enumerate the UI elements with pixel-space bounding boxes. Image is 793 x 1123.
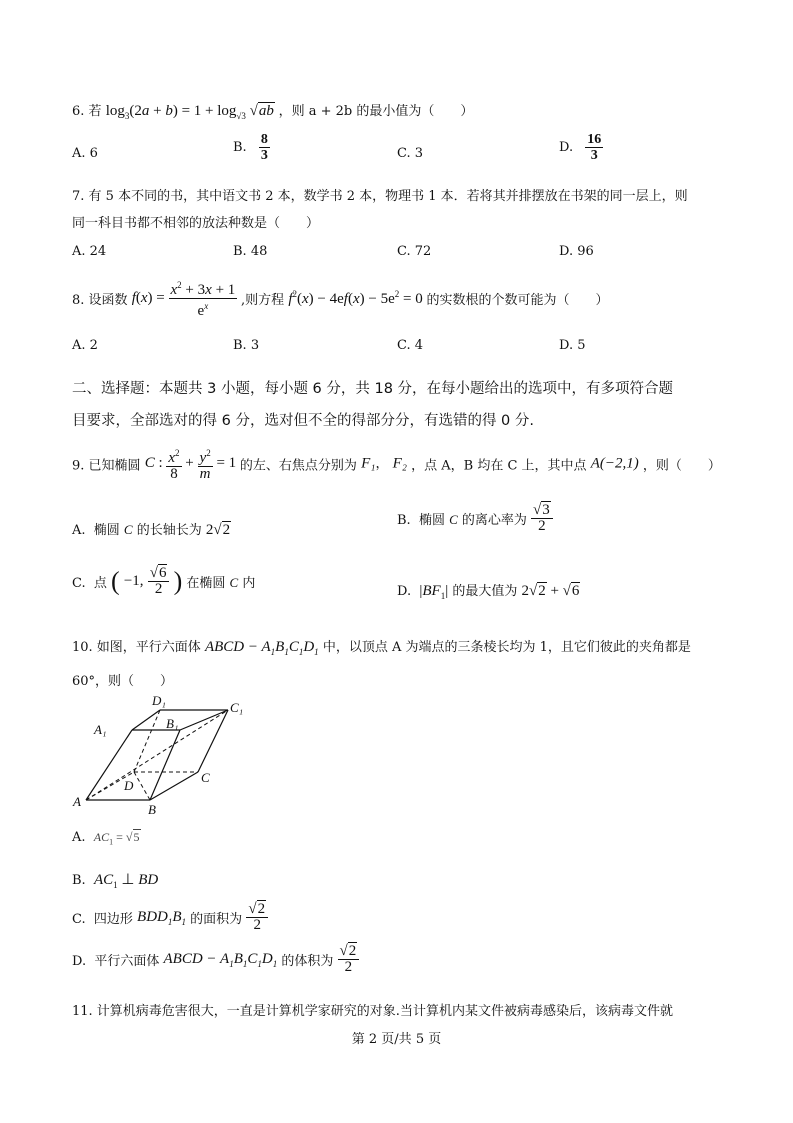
q9-option-a: A. 椭圆 C 的长轴长为 2√2	[72, 522, 231, 538]
q8-option-a: A. 2	[72, 338, 98, 353]
label-d: D	[124, 778, 134, 793]
q9-mid: 的左、右焦点分别为	[239, 458, 357, 474]
label-c1: C₁	[230, 700, 244, 715]
q10-stem-line1	[72, 636, 691, 657]
label-d1: D₁	[152, 693, 166, 708]
q9-number: 9. 已知椭圆	[72, 458, 141, 474]
label-a: A	[73, 794, 81, 809]
q8-number: 8. 设函数	[72, 293, 128, 308]
q7-option-c: C. 72	[397, 244, 432, 259]
q8-function: f(x) = $\frac{x^2 + 3x + 1}{e^x}$	[131, 280, 236, 319]
label-b1: B₁	[166, 716, 179, 731]
q7-option-d: D. 96	[559, 244, 594, 259]
section2-heading-line1: 二、选择题：本题共 3 小题，每小题 6 分，共 18 分，在每小题给出的选项中，有多项符合题	[72, 381, 674, 397]
q7-stem-line2: 同一科目书都不相邻的放法种数是（ ）	[72, 216, 320, 231]
q9-option-d: D. $|BF_1|$ 的最大值为 2√2 + √6	[397, 583, 580, 601]
q9-equation: C : $\frac{x^2}{8}$ + $\frac{y^2}{m}$ = 1	[144, 448, 240, 482]
q7-option-a: A. 24	[72, 244, 107, 259]
q7-option-b: B. 48	[233, 244, 268, 259]
q8-option-c: C. 4	[397, 338, 424, 353]
parallelepiped-figure	[70, 690, 260, 820]
section2-heading-line2: 目要求，全部选对的得 6 分，选对但不全的得部分分，有选错的得 0 分.	[72, 413, 534, 429]
q10-solid: ABCD − $A_1B_1C_1D_1$	[204, 639, 319, 657]
q10-option-c: C. 四边形 $BDD_1B_1$ 的面积为 $\frac{√2}{2}$	[72, 902, 268, 933]
q9-mid2: ，点 A，B 均在 C 上，其中点	[411, 458, 587, 474]
q9-focus-f1: F₁	[361, 455, 376, 472]
q10-option-d: D. 平行六面体 ABCD − $A_1B_1C_1D_1$ 的体积为 $\frac{√2}{2}$	[72, 944, 359, 975]
q8-stem	[72, 278, 608, 319]
q8-tail: 的实数根的个数可能为（ ）	[426, 293, 609, 308]
q6-tail: ，则 a + 2b 的最小值为（ ）	[278, 104, 474, 119]
label-b: B	[148, 802, 156, 817]
q8-mid: ,则方程	[241, 293, 285, 308]
q6-stem	[72, 100, 473, 121]
q10-option-a: A. $AC_1 = √5$	[72, 830, 140, 847]
q10-option-b: B. $AC_1$ ⊥ BD	[72, 872, 159, 890]
q6-option-d: D. $\frac{16}{3}$	[559, 132, 602, 163]
q6-equation: $\log_3(2a + b) = 1 + \log_{√3} √ab$	[105, 103, 274, 121]
q9-focus-f2: F₂	[392, 455, 407, 472]
q9-stem: 9. 已知椭圆 C : $\frac{x^2}{8}$ + $\frac{y^2}{m}$ = 1 的左、右焦点分别为 F₁， F₂ ，点 A，B 均在 C 上，其中点 A(−2,1) ，则（ ）	[72, 448, 721, 482]
q9-option-b: B. 椭圆 C 的离心率为 $\frac{√3}{2}$	[397, 503, 553, 534]
q6-option-a: A. 6	[72, 146, 98, 161]
q6-option-c: C. 3	[397, 146, 424, 161]
q6-option-b: B. $\frac{8}{3}$	[233, 132, 268, 163]
q9-option-c: C. 点 ( −1, $\frac{√6}{2}$ ) 在椭圆 C 内	[72, 565, 256, 597]
q10-lead: 10. 如图，平行六面体	[72, 640, 201, 655]
q10-stem-line2: 60°，则（ ）	[72, 674, 174, 689]
q6-number: 6. 若	[72, 104, 102, 119]
q11-stem-line1: 11. 计算机病毒危害很大，一直是计算机学家研究的对象.当计算机内某文件被病毒感染后，该病毒文件就	[72, 1004, 673, 1019]
label-c: C	[201, 770, 210, 785]
q9-point: A(−2,1)	[590, 455, 639, 472]
q9-tail: ，则（ ）	[642, 458, 721, 474]
label-a1: A₁	[94, 722, 107, 737]
q10-rest: 中，以顶点 A 为端点的三条棱长均为 1，且它们彼此的夹角都是	[322, 640, 691, 655]
page-footer: 第 2 页/共 5 页	[351, 1032, 442, 1047]
q8-option-d: D. 5	[559, 338, 586, 353]
q8-equation: $f^2(x) - 4ef(x) - 5e^2 = 0$	[288, 289, 427, 307]
q7-stem-line1: 7. 有 5 本不同的书，其中语文书 2 本，数学书 2 本，物理书 1 本．若将其并排摆放在书架的同一层上，则	[72, 189, 688, 204]
q8-option-b: B. 3	[233, 338, 260, 353]
